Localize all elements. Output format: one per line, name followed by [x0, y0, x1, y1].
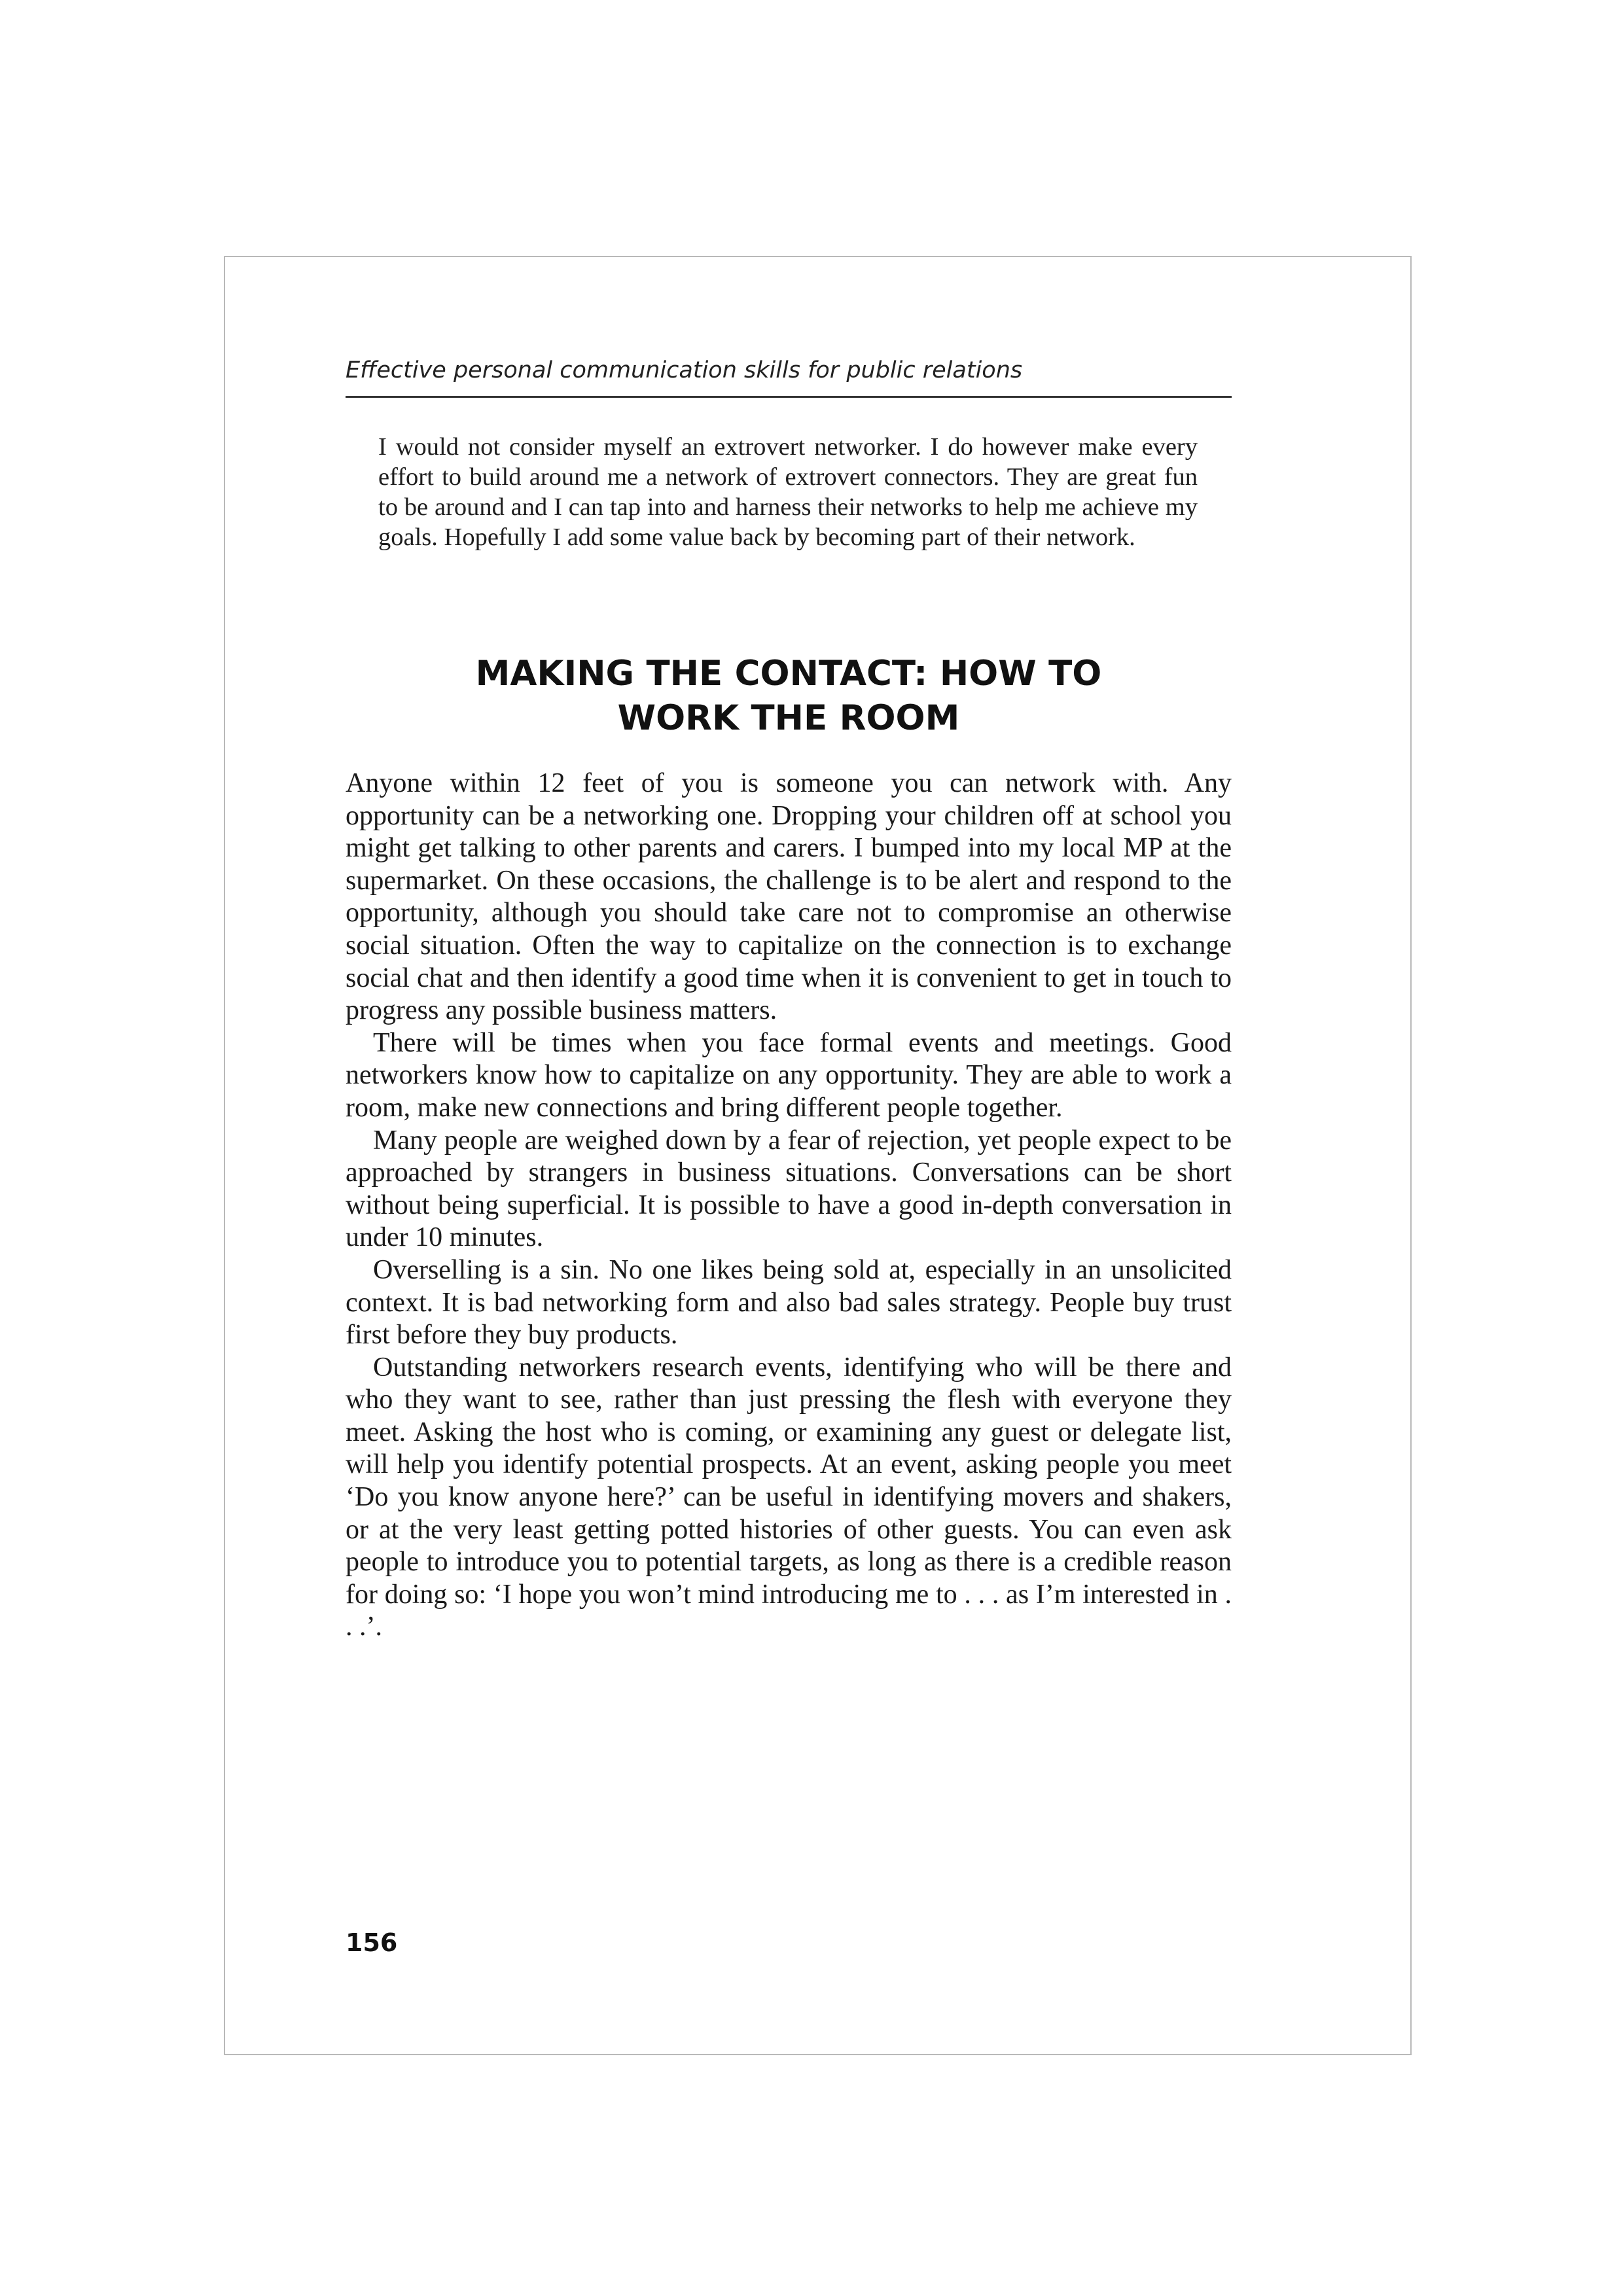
- section-title: [346, 652, 1232, 741]
- header-rule: [346, 396, 1232, 398]
- body-paragraph: Many people are weighed down by a fear of rejection, yet people expect to be approached by strangers in business situations. Conversations can be short without being superficial. It is possible to have a good in-depth conversation in under 10 minutes.: [346, 1125, 1232, 1253]
- quotation-block: [378, 432, 1198, 552]
- section-title-line-2: WORK THE ROOM: [617, 698, 960, 738]
- body-paragraph: Overselling is a sin. No one likes being sold at, especially in an unsolicited context. It is bad networking form and also bad sales strategy. People buy trust first before they buy products.: [346, 1254, 1232, 1351]
- body-paragraph: Anyone within 12 feet of you is someone you can network with. Any opportunity can be a networking one. Dropping your children off at school you might get talking to other parents and carers. I bumped into my local MP at the supermarket. On these occasions, the challenge is to be alert and respond to the opportunity, although you should take care not to compromise an otherwise social situation. Often the way to capitalize on the connection is to exchange social chat and then identify a good time when it is convenient to get in touch to progress any possible business matters.: [346, 768, 1232, 1026]
- quote-text: I would not consider myself an extrovert networker. I do however make every effort to build around me a network of extrovert connectors. They are great fun to be around and I can tap into and harness their networks to help me achieve my goals. Hopefully I add some value back by becoming part of their network.: [378, 433, 1198, 551]
- section-title-line-1: MAKING THE CONTACT: HOW TO: [475, 654, 1102, 694]
- page-number: 156: [346, 1928, 398, 1957]
- body-paragraph: Outstanding networkers research events, identifying who will be there and who they want to see, rather than just pressing the flesh with everyone they meet. Asking the host who is coming, or examining any guest or delegate list, will help you identify potential prospects. At an event, asking people you meet ‘Do you know anyone here?’ can be useful in identifying movers and shakers, or at the very least getting potted histories of other guests. You can even ask people to introduce you to potential targets, as long as there is a credible reason for doing so: ‘I hope you won’t mind introducing me to . . . as I’m interested in . . .’.: [346, 1352, 1232, 1642]
- body-paragraph: There will be times when you face formal events and meetings. Good networkers know how to capitalize on any opportunity. They are able to work a room, make new connections and bring different people together.: [346, 1027, 1232, 1123]
- running-head: Effective personal communication skills for public relations: [346, 357, 1023, 383]
- body-text: [346, 768, 1232, 1644]
